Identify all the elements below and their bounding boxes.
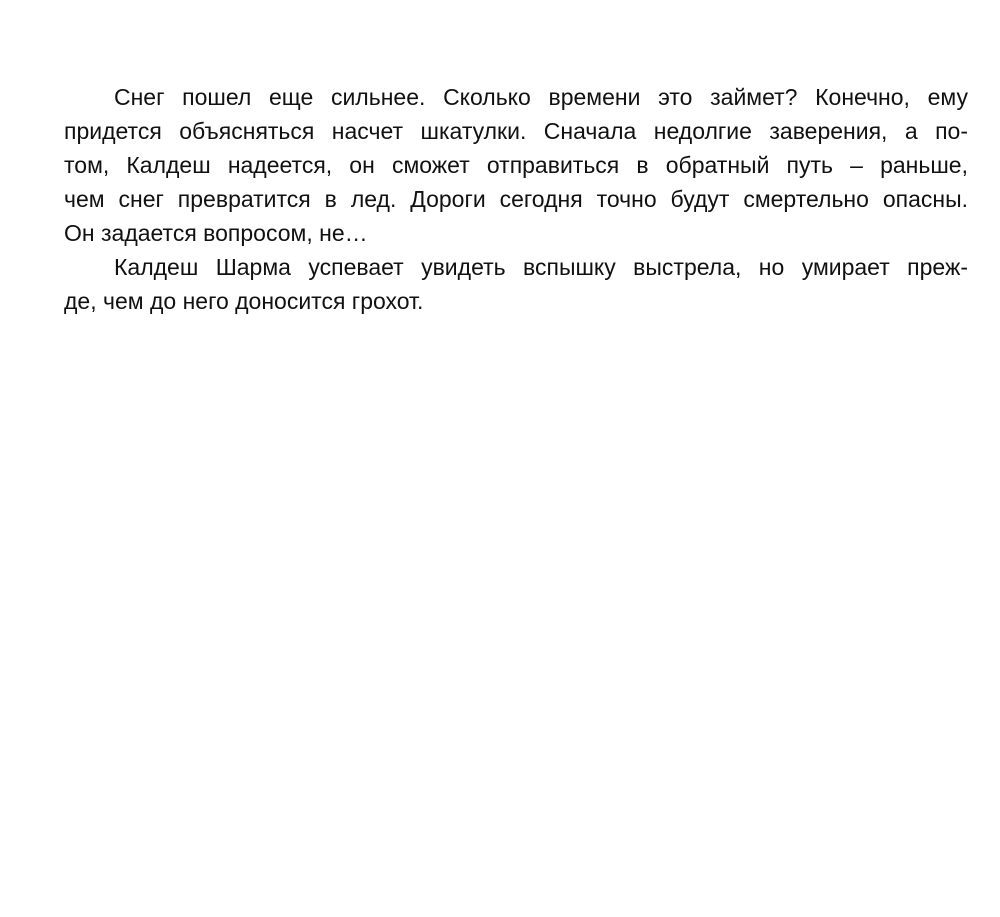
- text-line: Снег пошел еще сильнее. Сколько времени это займет? Конечно, ему: [114, 84, 968, 110]
- text-line: де, чем до него доносится грохот.: [64, 288, 424, 314]
- text-line: том, Калдеш надеется, он сможет отправиться в обратный путь – раньше,: [64, 152, 968, 178]
- text-line: Он задается вопросом, не…: [64, 220, 368, 246]
- paragraph-1: [64, 80, 968, 250]
- paragraph-2: [64, 250, 968, 318]
- text-line: Калдеш Шарма успевает увидеть вспышку выстрела, но умирает преж-: [114, 254, 968, 280]
- text-line: чем снег превратится в лед. Дороги сегодня точно будут смертельно опасны.: [64, 186, 968, 212]
- body-text: [64, 80, 968, 318]
- text-line: придется объясняться насчет шкатулки. Сначала недолгие заверения, а по-: [64, 118, 968, 144]
